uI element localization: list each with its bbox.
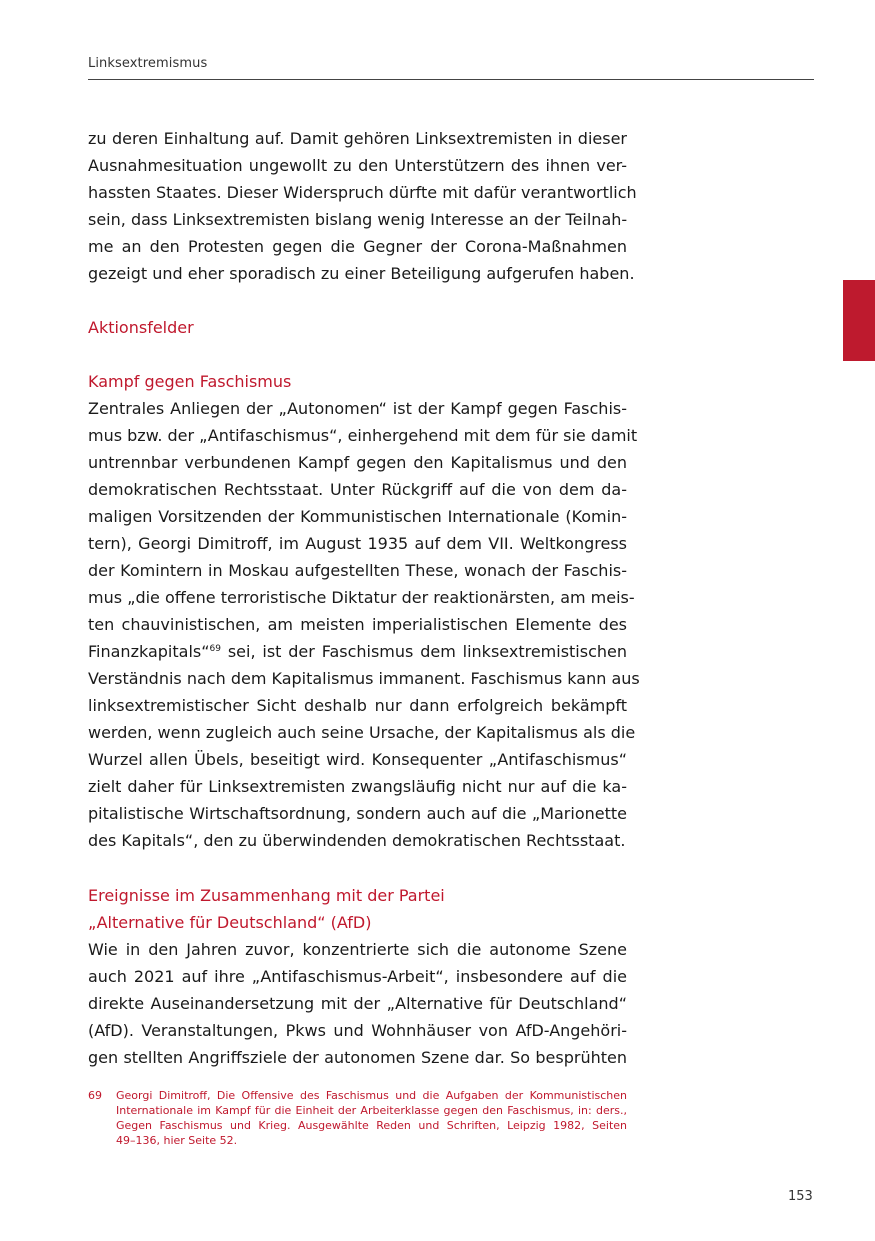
text-line: zu deren Einhaltung auf. Damit gehören Linksextremisten in dieser — [88, 129, 627, 148]
text-fragment: Finanzkapitals“ — [88, 642, 210, 661]
text-line: Wurzel allen Übels, beseitigt wird. Konsequenter „Antifaschismus“ — [88, 750, 627, 769]
footnote-line: Georgi Dimitroff, Die Offensive des Faschismus und die Aufgaben der Kommunistischen — [116, 1089, 627, 1102]
heading-ereignisse-line-2: „Alternative für Deutschland“ (AfD) — [88, 913, 372, 932]
footnote-line: Internationale im Kampf für die Einheit der Arbeiterklasse gegen den Faschismus, in: ders., — [116, 1104, 627, 1117]
text-line: Wie in den Jahren zuvor, konzentrierte sich die autonome Szene — [88, 940, 627, 959]
footnote-line: Gegen Faschismus und Krieg. Ausgewählte Reden und Schriften, Leipzig 1982, Seiten — [116, 1119, 627, 1132]
text-line: linksextremistischer Sicht deshalb nur dann erfolgreich bekämpft — [88, 696, 627, 715]
text-line: demokratischen Rechtsstaat. Unter Rückgriff auf die von dem da- — [88, 480, 627, 499]
running-header: Linksextremismus — [88, 56, 208, 71]
section-tab-marker — [843, 280, 875, 361]
page-number: 153 — [788, 1189, 813, 1204]
text-line: tern), Georgi Dimitroff, im August 1935 auf dem VII. Weltkongress — [88, 534, 627, 553]
footnote-line: 49–136, hier Seite 52. — [116, 1134, 238, 1147]
text-line: auch 2021 auf ihre „Antifaschismus-Arbeit“, insbesondere auf die — [88, 967, 627, 986]
text-line: untrennbar verbundenen Kampf gegen den Kapitalismus und den — [88, 453, 627, 472]
text-line: ten chauvinistischen, am meisten imperialistischen Elemente des — [88, 615, 627, 634]
text-line: des Kapitals“, den zu überwindenden demokratischen Rechtsstaat. — [88, 831, 626, 850]
footnote-reference[interactable]: 69 — [209, 644, 221, 654]
body-paragraph-3 — [88, 936, 627, 1071]
text-line: Ausnahmesituation ungewollt zu den Unterstützern des ihnen ver- — [88, 156, 627, 175]
text-line: werden, wenn zugleich auch seine Ursache, der Kapitalismus als die — [88, 723, 636, 742]
text-fragment: sei, ist der Faschismus dem linksextremistischen — [220, 642, 627, 661]
text-line: mus bzw. der „Antifaschismus“, einhergehend mit dem für sie damit — [88, 426, 638, 445]
body-paragraph-1 — [88, 125, 637, 287]
text-line: pitalistische Wirtschaftsordnung, sondern auch auf die „Marionette — [88, 804, 627, 823]
text-line: der Komintern in Moskau aufgestellten These, wonach der Faschis- — [88, 561, 627, 580]
header-rule — [88, 79, 814, 80]
heading-aktionsfelder: Aktionsfelder — [88, 318, 194, 337]
text-line: Verständnis nach dem Kapitalismus immanent. Faschismus kann aus — [88, 669, 640, 688]
heading-ereignisse-line-1: Ereignisse im Zusammenhang mit der Partei — [88, 886, 445, 905]
text-line: hassten Staates. Dieser Widerspruch dürfte mit dafür verantwortlich — [88, 183, 637, 202]
footnote-text — [116, 1088, 627, 1148]
footnote-number: 69 — [88, 1089, 102, 1102]
text-line-with-footnote-ref — [88, 638, 627, 665]
text-line: me an den Protesten gegen die Gegner der Corona-Maßnahmen — [88, 237, 627, 256]
text-line: (AfD). Veranstaltungen, Pkws und Wohnhäuser von AfD-Angehöri- — [88, 1021, 627, 1040]
heading-kampf-gegen-faschismus: Kampf gegen Faschismus — [88, 372, 292, 391]
text-line: Zentrales Anliegen der „Autonomen“ ist der Kampf gegen Faschis- — [88, 399, 627, 418]
text-line: maligen Vorsitzenden der Kommunistischen Internationale (Komin- — [88, 507, 627, 526]
text-line: zielt daher für Linksextremisten zwangsläufig nicht nur auf die ka- — [88, 777, 627, 796]
body-paragraph-2 — [88, 395, 640, 854]
text-line: direkte Auseinandersetzung mit der „Alternative für Deutschland“ — [88, 994, 627, 1013]
text-line: gen stellten Angriffsziele der autonomen Szene dar. So besprühten — [88, 1048, 627, 1067]
text-line: sein, dass Linksextremisten bislang wenig Interesse an der Teilnah- — [88, 210, 628, 229]
text-line: mus „die offene terroristische Diktatur der reaktionärsten, am meis- — [88, 588, 635, 607]
text-line: gezeigt und eher sporadisch zu einer Beteiligung aufgerufen haben. — [88, 264, 635, 283]
